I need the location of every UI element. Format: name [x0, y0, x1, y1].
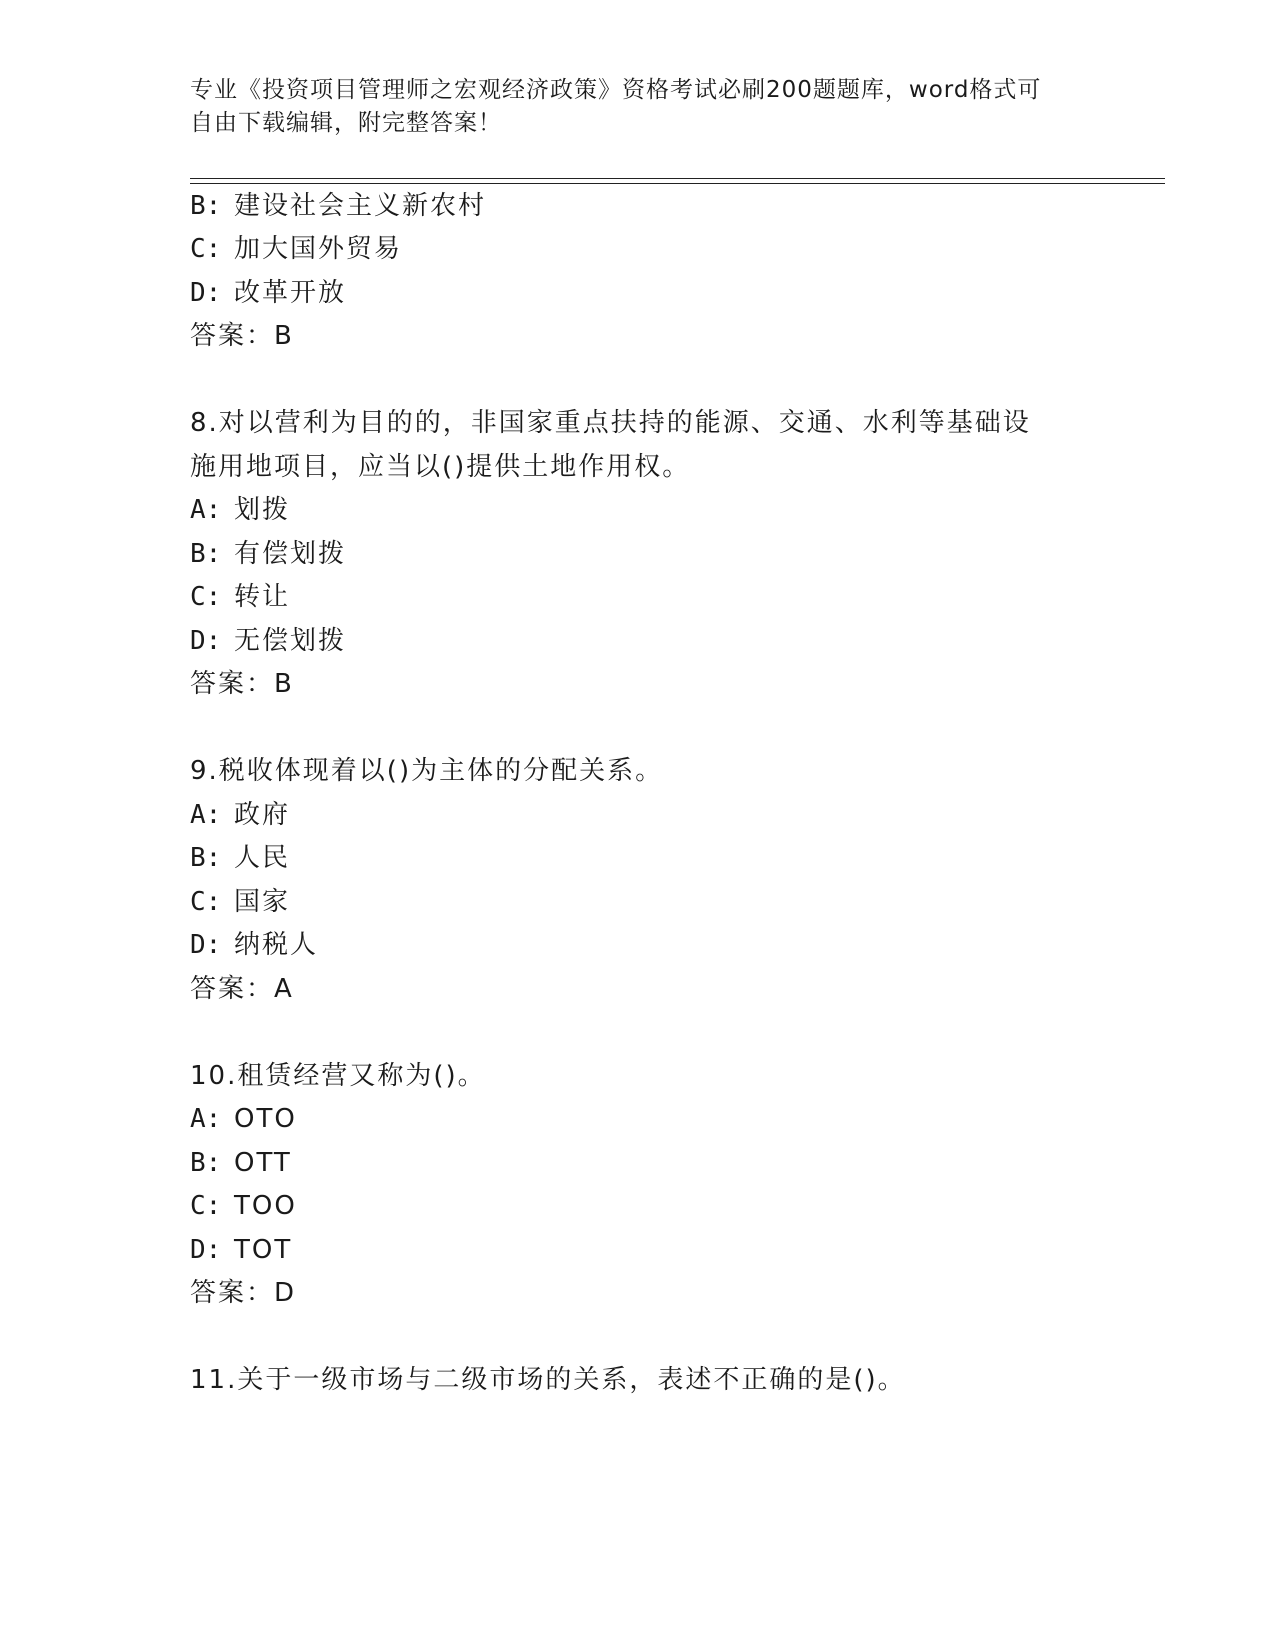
option-text: 划拨 [234, 495, 291, 525]
option-key: D: [190, 1235, 222, 1265]
question-10-option-b [190, 1147, 292, 1179]
option-d [190, 277, 346, 309]
question-8-answer: 答案：B [190, 669, 294, 699]
question-10-option-d [190, 1234, 292, 1266]
option-key: D: [190, 930, 222, 960]
option-key: A: [190, 800, 222, 830]
option-key: C: [190, 887, 222, 917]
option-key: B: [190, 191, 222, 221]
question-9-option-b [190, 842, 290, 874]
question-11-stem: 11.关于一级市场与二级市场的关系，表述不正确的是()。 [190, 1365, 906, 1395]
option-key: A: [190, 1104, 222, 1134]
option-text: 有偿划拨 [234, 539, 347, 569]
answer-line: 答案：B [190, 321, 294, 351]
option-key: B: [190, 843, 222, 873]
option-c [190, 233, 402, 265]
option-text: 政府 [234, 800, 291, 830]
question-8-option-d [190, 625, 346, 657]
option-text: 改革开放 [234, 278, 347, 308]
header-rule-bottom [190, 183, 1165, 184]
option-key: C: [190, 1191, 222, 1221]
option-text: OTT [234, 1148, 292, 1178]
header-rule-top [190, 178, 1165, 179]
question-10-option-c [190, 1190, 297, 1222]
question-9-answer: 答案：A [190, 974, 294, 1004]
option-text: 无偿划拨 [234, 626, 347, 656]
option-key: A: [190, 495, 222, 525]
option-key: B: [190, 539, 222, 569]
question-8-stem-line-1: 8.对以营利为目的的，非国家重点扶持的能源、交通、水利等基础设 [190, 408, 1031, 438]
question-8-stem-line-2: 施用地项目，应当以()提供土地作用权。 [190, 452, 691, 482]
option-text: 加大国外贸易 [234, 234, 403, 264]
option-text: 建设社会主义新农村 [234, 191, 487, 221]
question-9-stem: 9.税收体现着以()为主体的分配关系。 [190, 756, 664, 786]
question-8-option-a [190, 494, 290, 526]
header-line-2: 自由下载编辑，附完整答案！ [190, 110, 502, 136]
option-text: OTO [234, 1104, 297, 1134]
option-key: C: [190, 582, 222, 612]
option-text: 纳税人 [234, 930, 319, 960]
option-text: TOO [234, 1191, 297, 1221]
question-10-answer: 答案：D [190, 1278, 297, 1308]
option-key: D: [190, 278, 222, 308]
question-9-option-a [190, 799, 290, 831]
option-text: 转让 [234, 582, 291, 612]
question-9-option-d [190, 929, 318, 961]
document-header [190, 74, 1090, 140]
header-line-1: 专业《投资项目管理师之宏观经济政策》资格考试必刷200题题库，word格式可 [190, 77, 1042, 103]
option-key: B: [190, 1148, 222, 1178]
option-text: 人民 [234, 843, 291, 873]
question-10-stem: 10.租赁经营又称为()。 [190, 1061, 486, 1091]
question-8-option-c [190, 581, 290, 613]
question-9-option-c [190, 886, 290, 918]
option-key: D: [190, 626, 222, 656]
question-8-option-b [190, 538, 346, 570]
option-b [190, 190, 486, 222]
option-key: C: [190, 234, 222, 264]
question-10-option-a [190, 1103, 297, 1135]
option-text: TOT [234, 1235, 293, 1265]
option-text: 国家 [234, 887, 291, 917]
